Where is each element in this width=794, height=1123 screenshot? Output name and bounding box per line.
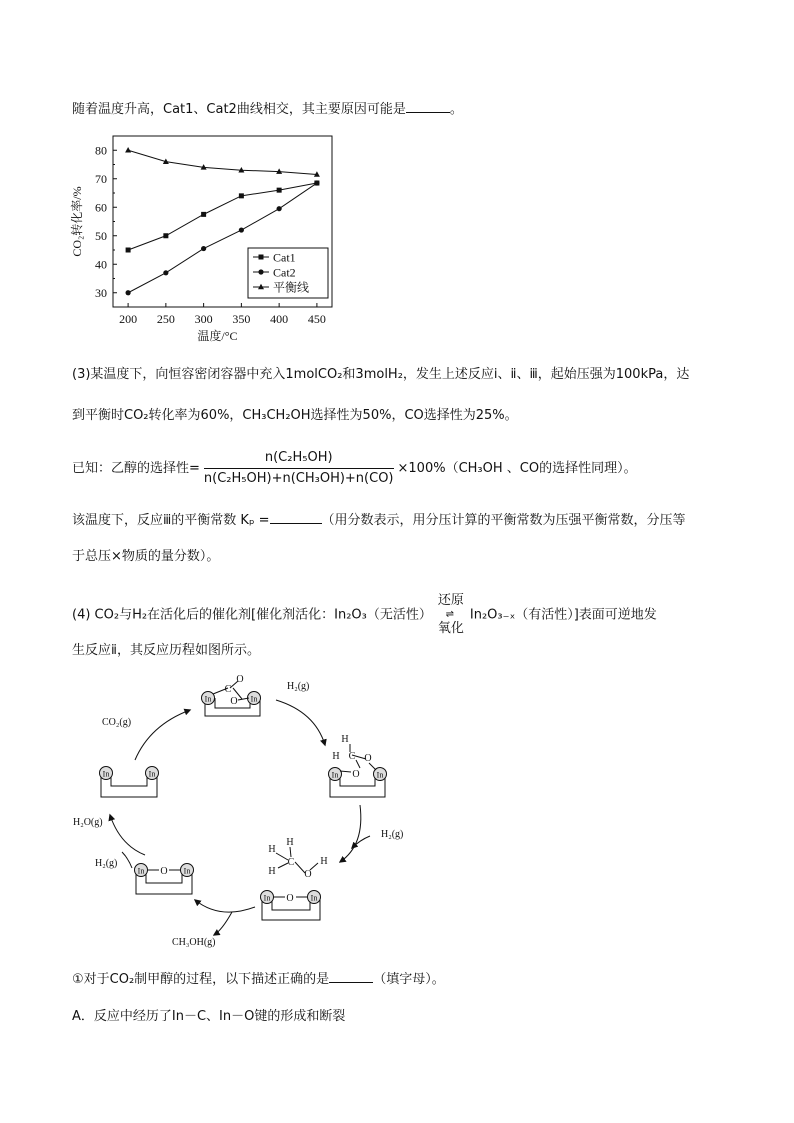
data-point-square <box>126 248 131 253</box>
chart-legend <box>248 248 328 298</box>
co2-gas-label: CO₂(g) <box>102 717 132 728</box>
in-atom-label: In <box>263 893 271 903</box>
data-point-circle <box>163 270 168 275</box>
answer-blank <box>329 970 373 983</box>
legend-label: Cat1 <box>273 250 296 265</box>
intro-question-text: 随着温度升高，Cat1、Cat2曲线相交，其主要原因可能是 <box>72 102 406 117</box>
x-tick-label: 250 <box>156 312 175 326</box>
arrow-ch3oh-output <box>214 912 232 935</box>
in-atom-label: In <box>183 866 191 876</box>
q4-subquestion-1 <box>72 970 445 990</box>
y-tick-label: 70 <box>95 171 107 186</box>
hydrogen-atom-label: H <box>268 844 276 855</box>
fraction-numerator: n(C₂H₅OH) <box>204 448 394 469</box>
in-atom-label: In <box>376 770 384 780</box>
x-tick-label: 350 <box>232 312 251 326</box>
hydrogen-atom-label: H <box>332 751 340 762</box>
oxygen-atom-label: O <box>286 893 294 904</box>
legend-label: Cat2 <box>273 265 296 280</box>
intro-question-suffix: 。 <box>449 102 463 117</box>
x-tick-label: 450 <box>307 312 326 326</box>
oxygen-atom-label: O <box>304 869 312 880</box>
series-line-square <box>128 183 317 250</box>
arrow-h2-first <box>276 700 325 745</box>
carbon-atom-label: C <box>287 857 295 868</box>
y-tick-label: 30 <box>95 285 107 300</box>
arrow-h2-left-input <box>122 852 132 868</box>
h2-left-label: H₂(g) <box>95 858 118 869</box>
y-tick-label: 60 <box>95 200 107 215</box>
in-atom-label: In <box>102 769 110 779</box>
kp-question <box>72 511 686 531</box>
y-tick-label: 80 <box>95 143 107 158</box>
data-point-circle <box>239 227 244 232</box>
in-atom-label: In <box>331 770 339 780</box>
selectivity-fraction <box>204 448 394 489</box>
intro-question <box>72 100 463 120</box>
in-atom-label: In <box>310 893 318 903</box>
arrow-h2-second <box>340 805 361 862</box>
data-point-circle <box>126 290 131 295</box>
x-tick-label: 200 <box>119 312 138 326</box>
h2o-gas-label: H₂O(g) <box>73 817 103 828</box>
arrow-h2o-release <box>110 815 145 855</box>
data-point-square <box>163 233 168 238</box>
oxygen-atom-label: O <box>364 753 372 764</box>
hydrogen-atom-label: H <box>341 734 349 745</box>
reversible-arrow <box>438 594 464 636</box>
hydrogen-atom-label: H <box>268 866 276 877</box>
q4-prefix: (4) CO₂与H₂在活化后的催化剂[催化剂活化：In₂O₃（无活性） <box>72 607 432 623</box>
ch3oh-gas-label: CH₃OH(g) <box>172 937 216 948</box>
x-tick-label: 300 <box>194 312 213 326</box>
h2-right-label: H₂(g) <box>381 829 404 840</box>
option-a: A．反应中经历了In－C、In－O键的形成和断裂 <box>72 1009 346 1024</box>
in-atom-label: In <box>148 769 156 779</box>
legend-marker <box>258 269 263 274</box>
in-atom-label: In <box>137 866 145 876</box>
y-tick-label: 50 <box>95 228 107 243</box>
answer-blank <box>270 511 322 524</box>
equilibrium-arrow-icon: ⇌ <box>445 609 457 620</box>
q3-line2: 到平衡时CO₂转化率为60%，CH₃CH₂OH选择性为50%，CO选择性为25%。 <box>72 408 518 423</box>
y-tick-label: 40 <box>95 257 107 272</box>
arrow-co2-adsorption <box>135 710 190 760</box>
oxygen-atom-label: O <box>160 866 168 877</box>
y-axis-label: CO₂转化率/% <box>70 186 84 257</box>
data-point-triangle <box>125 147 131 153</box>
data-point-square <box>277 188 282 193</box>
oxygen-atom-label: O <box>230 696 238 707</box>
oxygen-atom-label: O <box>236 674 244 685</box>
x-axis-label: 温度/°C <box>197 329 238 343</box>
kp-suffix: （用分数表示，用分压计算的平衡常数为压强平衡常数，分压等 <box>321 513 686 528</box>
subquestion-suffix: （填字母）。 <box>373 972 445 987</box>
definition-prefix: 已知：乙醇的选择性= <box>72 461 200 476</box>
hydrogen-atom-label: H <box>286 837 294 848</box>
data-point-circle <box>277 206 282 211</box>
h2-top-label: H₂(g) <box>287 681 310 692</box>
arrow-bottom-label: 氧化 <box>437 621 464 636</box>
data-point-square <box>201 212 206 217</box>
q4-line2: 生反应ⅱ，其反应历程如图所示。 <box>72 643 260 658</box>
data-point-circle <box>314 180 319 185</box>
legend-label: 平衡线 <box>273 280 310 295</box>
legend-marker <box>259 255 264 260</box>
oxygen-atom-label: O <box>352 769 360 780</box>
carbon-atom-label: C <box>348 751 356 762</box>
q4-suffix: In₂O₃₋ₓ（有活性）]表面可逆地发 <box>469 607 657 623</box>
carbon-atom-label: C <box>224 684 232 695</box>
arrow-ch3oh-release <box>195 900 255 912</box>
arrow-top-label: 还原 <box>437 593 464 608</box>
kp-question-line2: 于总压×物质的量分数）。 <box>72 549 220 564</box>
in-atom-label: In <box>204 694 212 704</box>
data-point-square <box>239 193 244 198</box>
fraction-denominator: n(C₂H₅OH)+n(CH₃OH)+n(CO) <box>203 471 394 486</box>
co2-conversion-chart <box>66 132 366 347</box>
data-point-circle <box>201 246 206 251</box>
selectivity-definition <box>72 448 637 489</box>
hydrogen-atom-label: H <box>320 856 328 867</box>
series-line-triangle <box>128 150 317 174</box>
subquestion-text: ①对于CO₂制甲醇的过程，以下描述正确的是 <box>72 972 330 987</box>
q4-line1 <box>72 594 657 636</box>
definition-suffix: ×100%（CH₃OH 、CO的选择性同理）。 <box>397 461 637 476</box>
reaction-mechanism-diagram <box>66 670 426 955</box>
answer-blank <box>406 100 450 113</box>
x-tick-label: 400 <box>270 312 289 326</box>
kp-prefix: 该温度下，反应ⅲ的平衡常数 Kₚ = <box>72 513 270 528</box>
q3-line1: (3)某温度下，向恒容密闭容器中充入1molCO₂和3molH₂，发生上述反应ⅰ、ⅱ、ⅲ，起始压强为100kPa，达 <box>72 367 690 382</box>
in-atom-label: In <box>250 694 258 704</box>
